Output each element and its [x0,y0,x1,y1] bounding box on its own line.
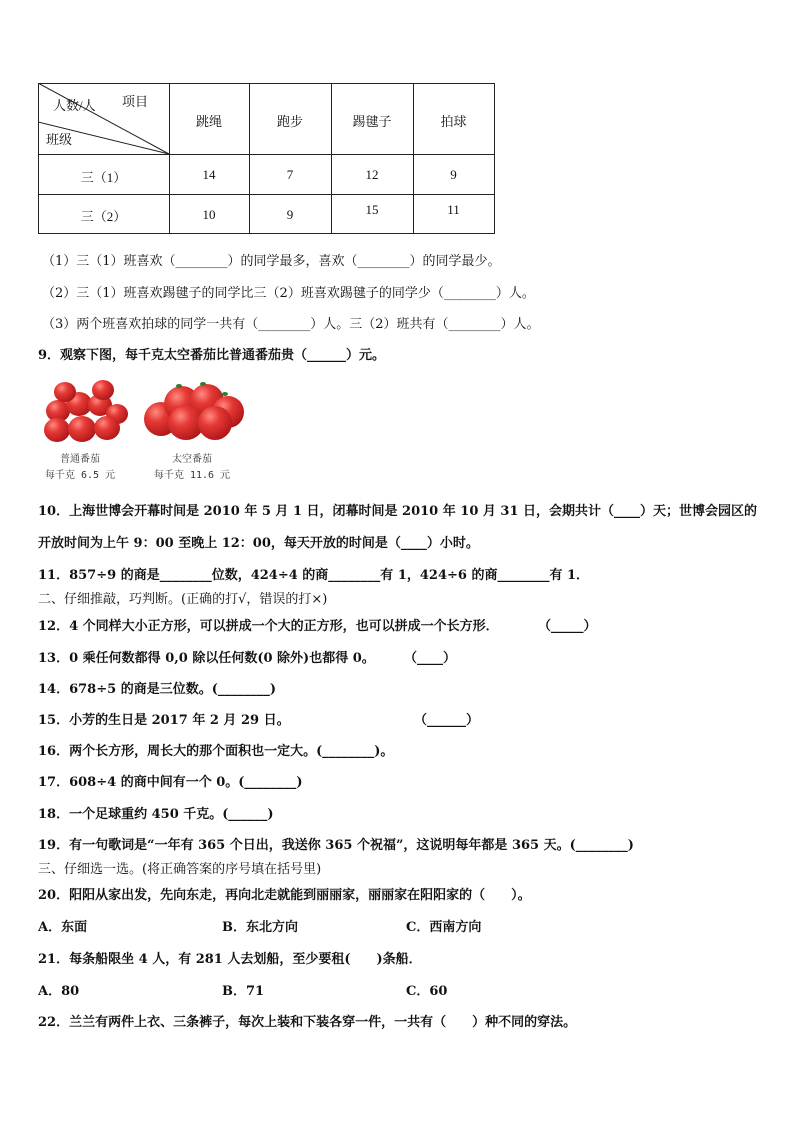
space-tomato-name: 太空番茄 [172,454,212,465]
q8-sub3: （3）两个班喜欢拍球的同学一共有（________）人。三（2）班共有（________）人。 [42,317,540,332]
table-cell: 10 [202,207,216,222]
ordinary-tomato-name: 普通番茄 [60,454,100,465]
q13-text: 13．0 乘任何数都得 0,0 除以任何数(0 除外)也都得 0。 [38,651,375,666]
table-cell: 7 [286,167,294,182]
q8-sub1: （1）三（1）班喜欢（________）的同学最多，喜欢（________）的同学最少。 [42,254,501,269]
table-border-right [494,83,495,234]
q19-text: 19．有一句歌词是“一年有 365 个日出，我送你 365 个祝福”，这说明每年都是 365 天。(________) [38,838,634,853]
statistics-table [38,83,495,234]
table-cell: 14 [202,167,216,182]
table-row-divider [38,194,495,195]
ordinary-tomato-price: 每千克 6.5 元 [44,470,116,481]
column-header: 跳绳 [195,114,222,129]
row-class-label: 三（2） [80,209,127,224]
q18-text: 18．一个足球重约 450 千克。(______) [38,807,274,822]
q11-text: 11．857÷9 的商是________位数，424÷4 的商________有 1，424÷6 的商________有 1． [38,568,590,583]
column-header: 拍球 [440,114,467,129]
q12-blank: （_____） [538,619,597,634]
header-people-label: 人数/人 [53,98,96,113]
ordinary-tomato-image [40,378,130,448]
row-class-label: 三（1） [80,170,127,185]
table-cell: 15 [365,202,379,217]
space-tomato-image [142,378,246,446]
table-border-bottom [38,233,495,234]
section2-title: 二、仔细推敲，巧判断。(正确的打√，错误的打×) [38,592,328,607]
space-tomato-price: 每千克 11.6 元 [153,470,231,481]
column-header: 踢毽子 [352,114,392,129]
q13-blank: （____） [404,651,457,666]
column-header: 跑步 [276,114,303,129]
q22-text: 22．兰兰有两件上衣、三条裤子，每次上装和下装各穿一件，一共有（ ）种不同的穿法。 [38,1015,577,1030]
q15-blank: （______） [414,713,480,728]
q17-text: 17．608÷4 的商中间有一个 0。(________) [38,775,303,790]
q12-text: 12．4 个同样大小正方形，可以拼成一个大的正方形，也可以拼成一个长方形． [38,619,499,634]
table-cell: 12 [365,167,379,182]
q21-option-a: A．80 [38,984,80,999]
q16-text: 16．两个长方形，周长大的那个面积也一定大。(________)。 [38,744,394,759]
q20-option-b: B．东北方向 [222,920,298,935]
table-cell: 9 [450,167,457,182]
q21-option-b: B．71 [222,984,265,999]
q20-text: 20．阳阳从家出发，先向东走，再向北走就能到丽丽家，丽丽家在阳阳家的（ ）。 [38,888,531,903]
section3-title: 三、仔细选一选。(将正确答案的序号填在括号里) [38,862,322,877]
q8-sub2: （2）三（1）班喜欢踢毽子的同学比三（2）班喜欢踢毽子的同学少（________）人。 [42,286,535,301]
q10-line1: 10．上海世博会开幕时间是 2010 年 5 月 1 日，闭幕时间是 2010 年 10 月 31 日，会期共计（____）天；世博会园区的 [38,504,758,519]
header-project-label: 项目 [122,94,149,109]
q15-text: 15．小芳的生日是 2017 年 2 月 29 日。 [38,713,290,728]
header-class-label: 班级 [46,132,73,147]
q9-text: 9．观察下图，每千克太空番茄比普通番茄贵（______）元。 [38,348,386,363]
table-cell: 11 [447,202,460,217]
q21-option-c: C．60 [406,984,448,999]
q21-text: 21．每条船限坐 4 人，有 281 人去划船，至少要租( )条船． [38,952,422,967]
table-cell: 9 [286,207,294,222]
q20-option-c: C．西南方向 [406,920,482,935]
q20-option-a: A．东面 [38,920,88,935]
q10-line2: 开放时间为上午 9：00 至晚上 12：00，每天开放的时间是（____）小时。 [38,536,479,551]
q14-text: 14．678÷5 的商是三位数。(________) [38,682,276,697]
